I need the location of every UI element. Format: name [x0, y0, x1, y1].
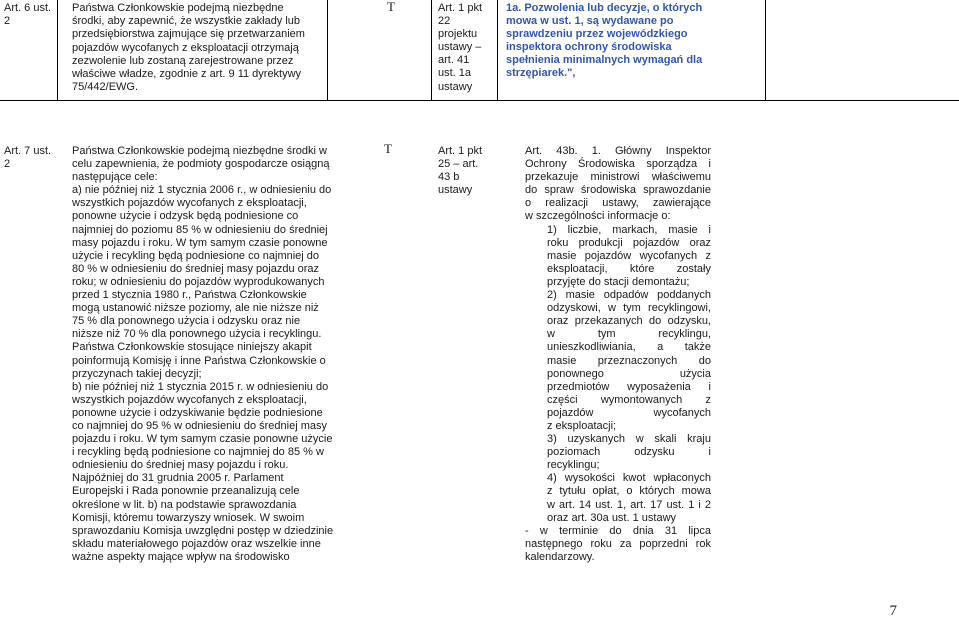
row1-impl-line: sprawdzeniu przez wojewódzkiego [506, 28, 688, 41]
row1-impl-line: mowa w ust. 1, są wydawane po [506, 15, 674, 28]
implementation-line: Art. 43b. 1. Główny Inspektor [525, 145, 711, 157]
implementation-line: 4) wysokości kwot wpłaconych [547, 472, 711, 485]
row1-implementation-text [506, 2, 766, 81]
directive-line: a) nie później niż 1 stycznia 2006 r., w odniesieniu do [72, 184, 332, 197]
directive-line: i recykling będą podniesione co najmniej do 85 % w [72, 446, 324, 459]
row2-implementation-text [525, 145, 711, 564]
row1-impl-line: 1a. Pozwolenia lub decyzje, o których [506, 2, 703, 14]
implementation-line: oraz przekazanych do odzysku, [547, 315, 711, 328]
directive-line: ponowne użycie i odzyskiwanie będzie podniesione [72, 406, 323, 419]
implementation-line: przyjęte do stacji demontażu; [547, 275, 690, 288]
directive-line: określone w lit. b) na podstawie sprawozdania [72, 498, 297, 511]
implementation-line: pojazdów wycofanych [547, 406, 711, 419]
column-divider [57, 0, 58, 101]
implementation-line: 2) masie odpadów poddanych [547, 289, 711, 302]
implementation-line: masie pojazdów wycofanych z [547, 249, 711, 262]
row2-transposition-marker: T [384, 141, 392, 156]
directive-line: pojazdu i roku. W tym samym czasie ponowne użycie [72, 433, 333, 446]
directive-line: przed 1 stycznia 1980 r., Państwa Członkowskie [72, 289, 307, 302]
implementation-line: w szczególności informacje o: [525, 210, 671, 223]
directive-line: Państwa Członkowskie stosujące niniejszy akapit [72, 341, 312, 354]
implementation-line: do spraw środowiska sprawozdanie [525, 184, 711, 197]
directive-line: Państwa Członkowskie podejmą niezbędne środki w [72, 145, 327, 157]
directive-line: ponowne użycie i odzysk będą podniesione co [72, 210, 299, 223]
row2-directive-text [72, 145, 342, 564]
implementation-line: Ochrony Środowiska sporządza i [525, 158, 711, 171]
implementation-line: roku produkcji pojazdów oraz [547, 236, 711, 249]
directive-line: wszystkich pojazdów wycofanych z eksploatacji, [72, 393, 307, 406]
implementation-line: - w terminie do dnia 31 lipca [525, 524, 711, 537]
directive-line: 75 % dla ponownego użycia i odzysku oraz nie [72, 315, 301, 328]
implementation-line: przedmiotów wyposażenia i [547, 380, 711, 393]
row1-impl-line: inspektora ochrony środowiska [506, 41, 672, 54]
implementation-line: eksploatacji, które zostały [547, 262, 711, 275]
directive-line: poinformują Komisję i inne Państwa Członkowskie o [72, 354, 326, 367]
row2-law-ref-line: 25 – art. [438, 158, 479, 171]
directive-line: przyczynach takiej decyzji; [72, 367, 202, 380]
row1-law-ref: Art. 1 pkt 22 projektu ustawy – art. 41 ust. 1a ustawy [438, 2, 483, 93]
directive-line: ważne aspekty mające wpływ na środowisko [72, 550, 290, 563]
directive-line: 80 % w odniesieniu do średniej masy pojazdu oraz [72, 262, 320, 275]
implementation-line: odzyskowi, w tym recyklingowi, [547, 302, 711, 315]
directive-line: Komisji, któremu towarzyszy wniosek. W swoim [72, 511, 305, 524]
directive-line: niższe niż 70 % dla ponownego użycia i recyklingu. [72, 328, 322, 341]
implementation-line: 3) uzyskanych w skali kraju [547, 433, 711, 446]
column-divider [431, 0, 432, 101]
row2-law-ref-line: 43 b [438, 171, 460, 184]
implementation-line: kalendarzowy. [525, 550, 595, 563]
directive-line: mogą ustanowić niższe poziomy, ale nie niższe niż [72, 302, 319, 315]
row1-transposition-marker: T [387, 0, 395, 14]
implementation-line: ponownego użycia [547, 367, 711, 380]
row2-law-ref-line: ustawy [438, 184, 473, 197]
directive-line: sprawozdaniu Komisja uwzględni postęp w dziedzinie [72, 524, 334, 537]
implementation-line: części wymontowanych z [547, 393, 711, 406]
implementation-line: następnego roku za poprzedni rok [525, 537, 711, 550]
directive-line: wszystkich pojazdów wycofanych z eksploatacji, [72, 197, 307, 210]
implementation-line: 1) liczbie, markach, masie i [547, 223, 711, 236]
page-number: 7 [889, 603, 897, 619]
row2-law-ref [438, 145, 494, 197]
row1-impl-line: strzępiarek.", [506, 67, 576, 80]
row1-directive-text: Państwa Członkowskie podejmą niezbędne środki, aby zapewnić, że wszystkie zakłady lub przedsiębiorstwa zajmujące się przetwarzaniem pojazdów wycofanych z eksploatacji otrzymają zezwolenie lub zostaną zarejestrowane przez właściwe władze, zgodnie z art. 9 11 dyrektywy 75/442/EWG. [72, 2, 305, 94]
directive-line: roku; w odniesieniu do pojazdów wyprodukowanych [72, 275, 325, 288]
implementation-line: z tytułu opłat, o których mowa [547, 485, 711, 498]
directive-line: Europejski i Rada ponownie przeanalizują cele [72, 485, 300, 498]
directive-line: najmniej do poziomu 85 % w odniesieniu do średniej [72, 223, 328, 236]
column-divider [497, 0, 498, 101]
row2-law-ref-line: Art. 1 pkt [438, 145, 483, 157]
implementation-line: o realizacji ustawy, zawierające [525, 197, 711, 210]
directive-line: b) nie później niż 1 stycznia 2015 r. w odniesieniu do [72, 380, 329, 393]
implementation-line: z eksploatacji; [547, 419, 617, 432]
row1-article-ref: Art. 6 ust. 2 [4, 2, 52, 28]
implementation-line: unieszkodliwiania, a także [547, 341, 711, 354]
directive-line: następujące cele: [72, 171, 158, 184]
column-divider [765, 0, 766, 101]
directive-line: Najpóźniej do 31 grudnia 2005 r. Parlament [72, 472, 284, 485]
implementation-line: masie przeznaczonych do [547, 354, 711, 367]
implementation-line: oraz art. 30a ust. 1 ustawy [547, 511, 677, 524]
row1-impl-line: spełnienia minimalnych wymagań dla [506, 54, 703, 67]
implementation-line: przekazuje ministrowi właściwemu [525, 171, 711, 184]
directive-line: co najmniej do 95 % w odniesieniu do średniej masy [72, 419, 327, 432]
column-divider [327, 0, 328, 101]
implementation-line: w tym recyklingu, [547, 328, 711, 341]
directive-line: odniesieniu do średniej masy pojazdu i roku. [72, 459, 289, 472]
row2-article-ref: Art. 7 ust. 2 [4, 145, 52, 171]
directive-line: użycie i recykling będą podniesione co najmniej do [72, 249, 320, 262]
directive-line: celu zapewnienia, że podmioty gospodarcze osiągną [72, 158, 330, 171]
row-divider [0, 100, 959, 101]
implementation-line: w art. 14 ust. 1, art. 17 ust. 1 i 2 [547, 498, 711, 511]
directive-line: masy pojazdu i roku. W tym samym czasie ponowne [72, 236, 328, 249]
implementation-line: poziomach odzysku i [547, 446, 711, 459]
directive-line: składu materiałowego pojazdów oraz wszelkie inne [72, 537, 321, 550]
implementation-line: recyklingu; [547, 459, 600, 472]
